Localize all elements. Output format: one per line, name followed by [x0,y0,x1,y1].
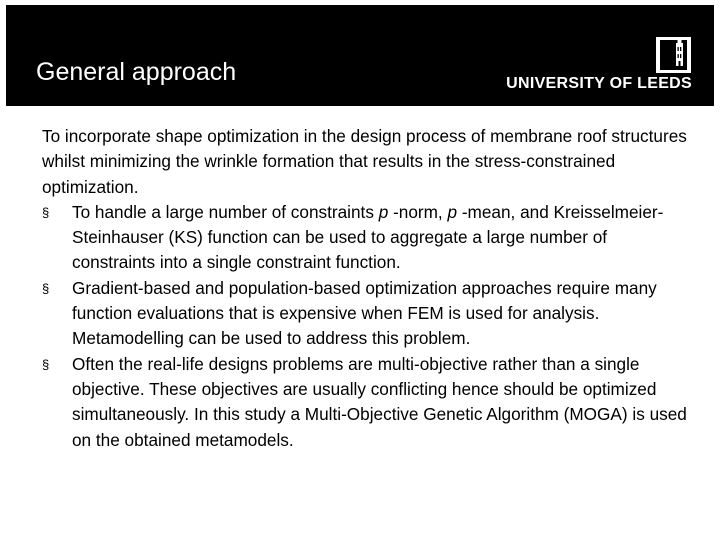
list-item [42,200,692,276]
bullet-marker: § [42,280,50,296]
bullet-list [42,200,692,453]
university-logo [506,37,706,97]
math-symbol-p: p [378,201,389,222]
slide-title: General approach [36,58,237,86]
slide-body [42,124,692,453]
list-item [42,352,692,453]
bullet-text: Often the real-life designs problems are multi-objective rather than a single objective. These objectives are usually conflicting hence should be optimized simultaneously. In this study a Multi-Objective Genetic Algorithm (MOGA) is used on the obtained metamodels. [72,353,687,450]
bullet-marker: § [42,204,50,220]
bullet-text-part: To handle a large number of constraints [72,201,379,222]
list-item [42,276,692,352]
bullet-text: Gradient-based and population-based optimization approaches require many function evaluations that is expensive when FEM is used for analysis. Metamodelling can be used to address this problem. [72,277,657,349]
bullet-text-part: -norm, [388,201,448,222]
math-symbol-p: p [447,201,458,222]
bullet-text-part: -mean, and Kreisselmeier-Steinhauser (KS) function can be used to aggregate a large number of constraints into a single constraint function. [72,201,664,273]
university-logo-text: UNIVERSITY OF LEEDS [506,75,692,92]
bullet-marker: § [42,356,50,372]
intro-paragraph: To incorporate shape optimization in the design process of membrane roof structures whilst minimizing the wrinkle formation that results in the stress-constrained optimization. [42,126,687,197]
leeds-tower-icon [656,37,691,73]
slide-header [6,5,714,106]
